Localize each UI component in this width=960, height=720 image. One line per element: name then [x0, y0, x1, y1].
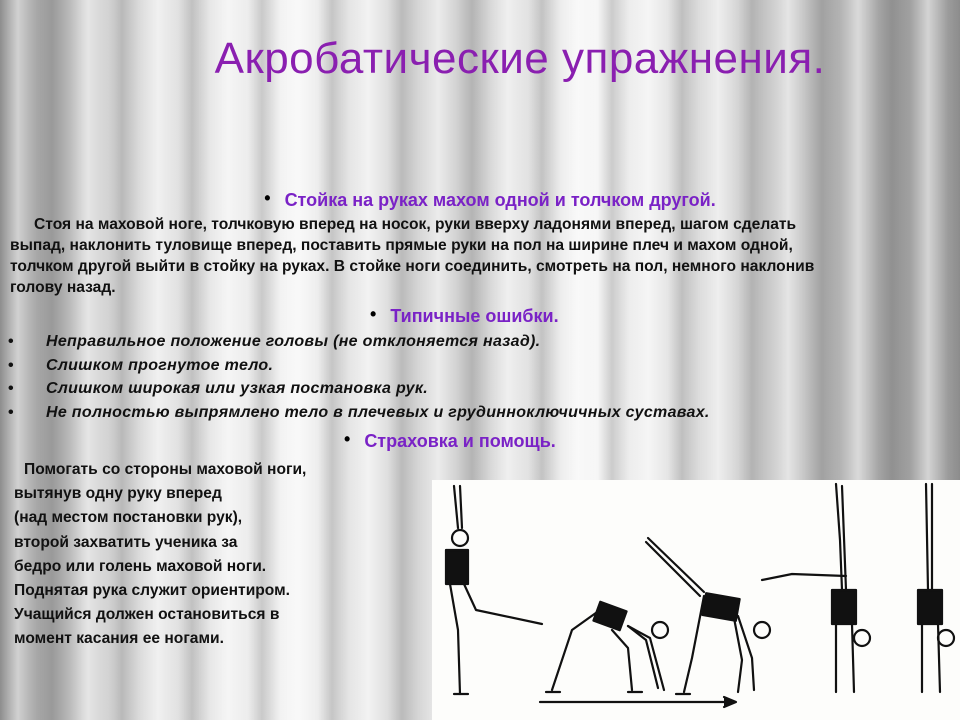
list-item: • Не полностью выпрямлено тело в плечевых и грудинноключичных суставах.	[8, 401, 710, 425]
list-item: • Неправильное положение головы (не отклоняется назад).	[8, 330, 710, 354]
description-line: толчком другой выйти в стойку на руках. В стойке ноги соединить, смотреть на пол, немного наклонив	[10, 258, 815, 275]
spotting-description	[14, 458, 374, 652]
heading-text: Страховка и помощь.	[364, 431, 556, 451]
spotting-line: (над местом постановки рук),	[14, 509, 243, 527]
bullet-icon: •	[8, 403, 14, 421]
gymnast-figure-3	[646, 538, 770, 694]
bullet-icon: •	[264, 188, 271, 208]
heading-text: Стойка на руках махом одной и толчком другой.	[284, 190, 716, 210]
description-line: голову назад.	[10, 279, 116, 296]
spotting-line: вытянув одну руку вперед	[14, 485, 222, 503]
list-item: • Слишком широкая или узкая постановка рук.	[8, 377, 710, 401]
gymnast-figure-2	[546, 602, 668, 692]
spotting-line: Поднятая рука служит ориентиром.	[14, 582, 290, 600]
section-heading-handstand	[0, 190, 960, 211]
errors-list	[8, 330, 710, 424]
bullet-icon: •	[8, 333, 14, 350]
heading-text: Типичные ошибки.	[390, 306, 559, 326]
arrow-head-icon	[724, 697, 736, 707]
gymnast-figure-1	[446, 486, 542, 694]
spotting-line: второй захватить ученика за	[14, 533, 238, 551]
spotting-line: Помогать со стороны маховой ноги,	[24, 461, 307, 478]
bullet-icon: •	[370, 304, 377, 324]
bullet-icon: •	[8, 356, 14, 374]
list-item: • Слишком прогнутое тело.	[8, 354, 710, 378]
spotting-line: бедро или голень маховой ноги.	[14, 557, 267, 575]
spotting-line: Учащийся должен остановиться в	[14, 606, 280, 624]
gymnast-handstand-sequence-figure	[432, 480, 960, 720]
gymnast-figure-4	[762, 484, 870, 692]
description-line: Стоя на маховой ноге, толчковую вперед на носок, руки вверху ладонями вперед, шагом сделать	[34, 216, 797, 233]
section-heading-spotting	[0, 431, 960, 452]
section-heading-errors	[0, 306, 960, 327]
gymnast-sequence-drawing	[432, 480, 960, 720]
slide-title: Акробатические упражнения.	[214, 34, 826, 83]
bullet-icon: •	[344, 429, 351, 449]
bullet-icon: •	[8, 380, 14, 397]
gymnast-figure-5	[918, 484, 954, 692]
spotting-line: момент касания ее ногами.	[14, 630, 224, 648]
technique-description	[10, 214, 940, 298]
description-line: выпад, наклонить туловище вперед, поставить прямые руки на пол на ширине плеч и махом одной,	[10, 237, 793, 254]
